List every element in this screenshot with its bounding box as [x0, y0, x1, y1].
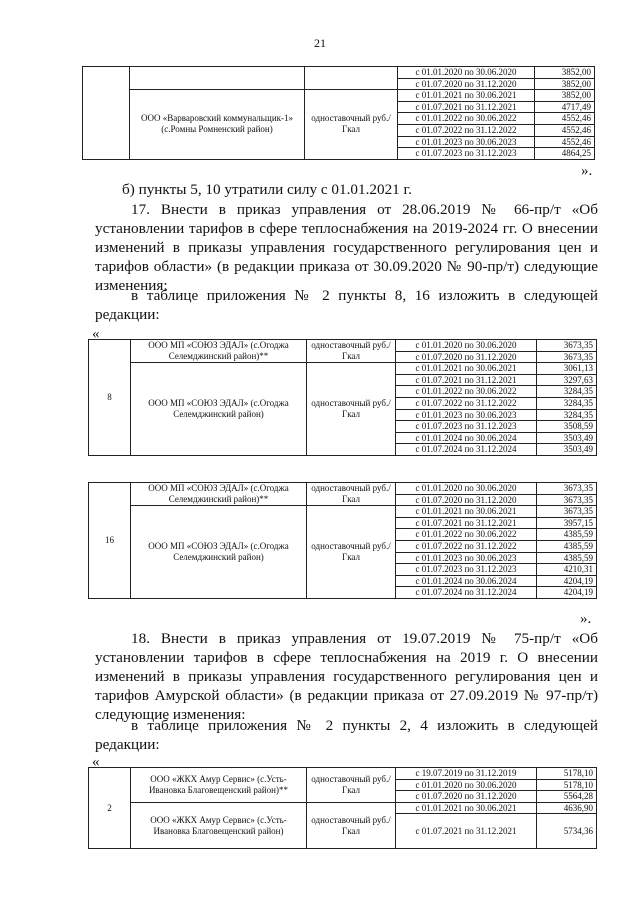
closing-quote: ». — [580, 611, 592, 627]
tariff-type-cell: одноставочный руб./Гкал — [307, 802, 396, 849]
value-cell: 4210,31 — [537, 564, 597, 576]
organization-cell: ООО МП «СОЮЗ ЭДАЛ» (с.Огоджа Селемджинский район)** — [131, 340, 307, 363]
row-number-cell: 16 — [89, 483, 131, 599]
value-cell: 3673,35 — [537, 351, 597, 363]
period-cell: с 01.01.2022 по 30.06.2022 — [398, 113, 535, 125]
paragraph-17-sub: в таблице приложения № 2 пункты 8, 16 изложить в следующей редакции: — [95, 287, 598, 323]
tariff-table-point-16 — [88, 482, 597, 599]
row-number-cell: 2 — [89, 768, 131, 849]
value-cell: 4204,19 — [537, 575, 597, 587]
value-cell: 3297,63 — [537, 374, 597, 386]
period-cell: с 01.07.2023 по 31.12.2023 — [396, 564, 537, 576]
page-number: 21 — [314, 36, 326, 50]
paragraph-18: 18. Внести в приказ управления от 19.07.2019 № 75-пр/т «Об установлении тарифов в сфере теплоснабжения на 2019 г. О внесении изменений в приказы управления государственного регулирования цен и тарифов Амурской области» (в редакции приказа от 27.09.2019 № 97-пр/т) следующие изменения: — [95, 630, 598, 723]
value-cell: 4717,49 — [535, 101, 595, 113]
row-number-cell: 8 — [89, 340, 131, 456]
value-cell: 4385,59 — [537, 552, 597, 564]
organization-cell: ООО МП «СОЮЗ ЭДАЛ» (с.Огоджа Селемджинский район) — [131, 506, 307, 599]
period-cell: с 01.07.2021 по 31.12.2021 — [398, 101, 535, 113]
value-cell: 4552,46 — [535, 136, 595, 148]
value-cell: 4636,90 — [537, 802, 597, 814]
period-cell: с 01.01.2020 по 30.06.2020 — [396, 779, 537, 791]
period-cell: с 01.07.2022 по 31.12.2022 — [396, 397, 537, 409]
period-cell: с 01.07.2023 по 31.12.2023 — [396, 421, 537, 433]
organization-cell: ООО «Варваровский коммунальщик-1» (с.Ромны Ромненский район) — [130, 90, 305, 160]
period-cell: с 01.01.2022 по 30.06.2022 — [396, 386, 537, 398]
period-cell: с 01.07.2023 по 31.12.2023 — [398, 148, 535, 160]
value-cell: 3508,59 — [537, 421, 597, 433]
period-cell: с 19.07.2019 по 31.12.2019 — [396, 768, 537, 780]
value-cell: 3284,35 — [537, 409, 597, 421]
tariff-table-point-8 — [88, 339, 597, 456]
value-cell: 3284,35 — [537, 386, 597, 398]
organization-cell: ООО «ЖКХ Амур Сервис» (с.Усть-Ивановка Благовещенский район)** — [131, 768, 307, 803]
value-cell: 3673,35 — [537, 494, 597, 506]
value-cell: 4204,19 — [537, 587, 597, 599]
paragraph-18-sub: в таблице приложения № 2 пункты 2, 4 изложить в следующей редакции: — [95, 717, 598, 753]
opening-quote: « — [92, 326, 100, 342]
period-cell: с 01.07.2024 по 31.12.2024 — [396, 444, 537, 456]
organization-cell: ООО МП «СОЮЗ ЭДАЛ» (с.Огоджа Селемджинский район) — [131, 363, 307, 456]
period-cell: с 01.01.2020 по 30.06.2020 — [396, 483, 537, 495]
organization-cell: ООО МП «СОЮЗ ЭДАЛ» (с.Огоджа Селемджинский район)** — [131, 483, 307, 506]
period-cell: с 01.01.2023 по 30.06.2023 — [396, 409, 537, 421]
row-number-cell — [83, 67, 130, 160]
value-cell: 5564,28 — [537, 791, 597, 803]
value-cell: 5178,10 — [537, 768, 597, 780]
tariff-type-cell: одноставочный руб./Гкал — [307, 483, 396, 506]
period-cell: с 01.01.2020 по 30.06.2020 — [396, 340, 537, 352]
period-cell: с 01.01.2022 по 30.06.2022 — [396, 529, 537, 541]
period-cell: с 01.01.2021 по 30.06.2021 — [396, 802, 537, 814]
paragraph-17: 17. Внести в приказ управления от 28.06.2019 № 66-пр/т «Об установлении тарифов в сфере теплоснабжения на 2019-2024 гг. О внесении изменений в приказы управления государственного регулирования цен и тарифов области» (в редакции приказа от 30.09.2020 № 90-пр/т) следующие изменения: — [95, 201, 598, 294]
value-cell: 3284,35 — [537, 397, 597, 409]
tariff-table-point-2 — [88, 767, 597, 849]
value-cell: 3503,49 — [537, 432, 597, 444]
opening-quote: « — [92, 754, 100, 770]
period-cell: с 01.07.2020 по 31.12.2020 — [396, 494, 537, 506]
closing-quote: ». — [581, 163, 593, 179]
tariff-type-cell: одноставочный руб./Гкал — [307, 363, 396, 456]
value-cell: 3061,13 — [537, 363, 597, 375]
tariff-type-cell: одноставочный руб./Гкал — [307, 340, 396, 363]
value-cell: 4552,46 — [535, 113, 595, 125]
tariff-type-cell: одноставочный руб./Гкал — [305, 90, 398, 160]
period-cell: с 01.07.2022 по 31.12.2022 — [398, 124, 535, 136]
period-cell: с 01.01.2023 по 30.06.2023 — [396, 552, 537, 564]
period-cell: с 01.07.2024 по 31.12.2024 — [396, 587, 537, 599]
value-cell: 5734,36 — [537, 814, 597, 849]
tariff-table-varvarovsky — [82, 66, 595, 160]
paragraph-b: б) пункты 5, 10 утратили силу с 01.01.2021 г. — [122, 181, 412, 198]
tariff-type-cell: одноставочный руб./Гкал — [307, 506, 396, 599]
period-cell: с 01.07.2020 по 31.12.2020 — [396, 351, 537, 363]
period-cell: с 01.07.2021 по 31.12.2021 — [396, 814, 537, 849]
period-cell: с 01.01.2024 по 30.06.2024 — [396, 575, 537, 587]
tariff-type-cell: одноставочный руб./Гкал — [307, 768, 396, 803]
value-cell: 3852,00 — [535, 78, 595, 90]
period-cell: с 01.01.2021 по 30.06.2021 — [398, 90, 535, 102]
value-cell: 3673,35 — [537, 340, 597, 352]
period-cell: с 01.07.2022 по 31.12.2022 — [396, 540, 537, 552]
period-cell: с 01.07.2021 по 31.12.2021 — [396, 517, 537, 529]
value-cell: 5178,10 — [537, 779, 597, 791]
value-cell: 3852,00 — [535, 67, 595, 79]
period-cell: с 01.07.2020 по 31.12.2020 — [396, 791, 537, 803]
value-cell: 4385,59 — [537, 540, 597, 552]
organization-cell: ООО «ЖКХ Амур Сервис» (с.Усть-Ивановка Благовещенский район) — [131, 802, 307, 849]
value-cell: 3503,49 — [537, 444, 597, 456]
period-cell: с 01.01.2021 по 30.06.2021 — [396, 506, 537, 518]
value-cell: 3957,15 — [537, 517, 597, 529]
period-cell: с 01.01.2020 по 30.06.2020 — [398, 67, 535, 79]
period-cell: с 01.07.2021 по 31.12.2021 — [396, 374, 537, 386]
value-cell: 4552,46 — [535, 124, 595, 136]
period-cell: с 01.07.2020 по 31.12.2020 — [398, 78, 535, 90]
value-cell: 3852,00 — [535, 90, 595, 102]
period-cell: с 01.01.2021 по 30.06.2021 — [396, 363, 537, 375]
value-cell: 4864,25 — [535, 148, 595, 160]
value-cell: 3673,35 — [537, 483, 597, 495]
period-cell: с 01.01.2023 по 30.06.2023 — [398, 136, 535, 148]
period-cell: с 01.01.2024 по 30.06.2024 — [396, 432, 537, 444]
value-cell: 3673,35 — [537, 506, 597, 518]
value-cell: 4385,59 — [537, 529, 597, 541]
